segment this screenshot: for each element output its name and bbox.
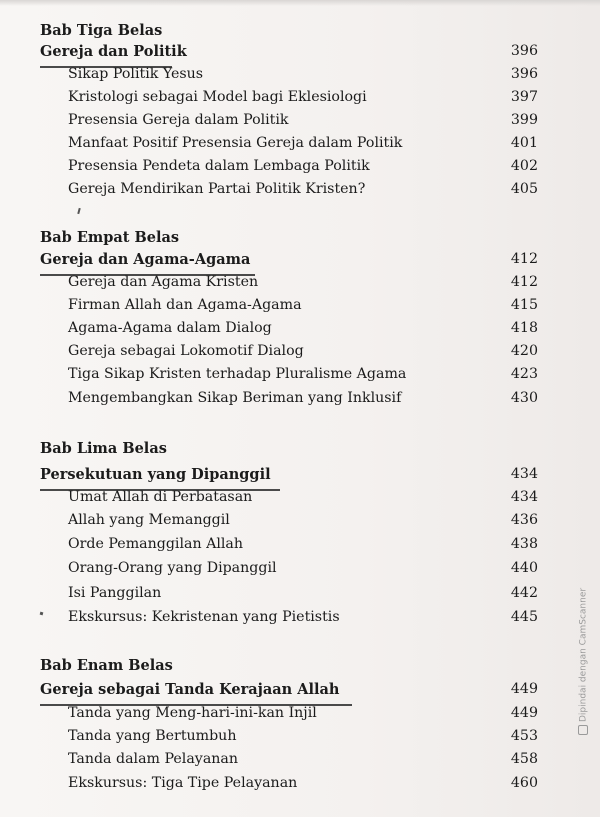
chapter-label: Bab Tiga Belas [40,22,163,39]
entry-label: Kristologi sebagai Model bagi Eklesiologi [68,89,367,105]
page-number: 415 [510,297,538,313]
toc-entry [0,112,600,134]
page-number: 418 [510,320,538,336]
page-number: 397 [510,89,538,105]
page-number: 442 [510,585,538,601]
page-number: 453 [510,728,538,744]
toc-entry [0,320,600,342]
entry-label: Gereja dan Agama Kristen [68,274,259,290]
chapter-label: Bab Enam Belas [40,657,173,674]
entry-label: Gereja Mendirikan Partai Politik Kristen? [68,181,366,197]
chapter-title: Gereja sebagai Tanda Kerajaan Allah [40,681,340,698]
page-number: 449 [510,705,538,721]
page-number: 449 [510,681,538,697]
entry-label: Tiga Sikap Kristen terhadap Pluralisme Agama [68,366,407,382]
chapter-title-row [0,251,600,273]
chapter-title: Gereja dan Politik [40,43,187,60]
entry-label: Tanda dalam Pelayanan [68,751,239,767]
page-number: 412 [510,251,538,267]
entry-label: Ekskursus: Kekristenan yang Pietistis [68,609,340,625]
toc-entry [0,585,600,607]
toc-entry [0,705,600,727]
entry-label: Isi Panggilan [68,585,162,601]
page-number: 440 [510,560,538,576]
chapter-title-row [0,43,600,65]
toc-entry [0,728,600,750]
page-number: 396 [510,43,538,59]
page-number: 401 [510,135,538,151]
page-number: 412 [510,274,538,290]
entry-label: Presensia Gereja dalam Politik [68,112,289,128]
entry-label: Allah yang Memanggil [68,512,230,528]
entry-label: Mengembangkan Sikap Beriman yang Inklusif [68,390,402,406]
toc-entry [0,489,600,511]
toc-entry [0,609,600,631]
entry-label: Agama-Agama dalam Dialog [68,320,272,336]
scanner-watermark [578,588,589,735]
toc-entry [0,512,600,534]
entry-label: Presensia Pendeta dalam Lembaga Politik [68,158,370,174]
page-number: 399 [510,112,538,128]
toc-entry [0,751,600,773]
chapter-title-row [0,466,600,488]
scan-speck [77,208,80,214]
entry-label: Tanda yang Bertumbuh [68,728,237,744]
entry-label: Orde Pemanggilan Allah [68,536,244,552]
toc-entry [0,560,600,582]
toc-entry [0,297,600,319]
page-number: 434 [510,466,538,482]
page-number: 458 [510,751,538,767]
toc-entry [0,66,600,88]
page-number: 436 [510,512,538,528]
entry-label: Umat Allah di Perbatasan [68,489,253,505]
toc-entry [0,536,600,558]
page-number: 402 [510,158,538,174]
chapter-label: Bab Empat Belas [40,229,180,246]
toc-entry [0,135,600,157]
page-number: 438 [510,536,538,552]
page-number: 405 [510,181,538,197]
page-number: 430 [510,390,538,406]
toc-entry [0,181,600,203]
page-number: 423 [510,366,538,382]
page-number: 420 [510,343,538,359]
toc-entry [0,390,600,412]
chapter-title-row [0,681,600,703]
page-top-edge [0,0,600,6]
chapter-title: Gereja dan Agama-Agama [40,251,251,268]
page-number: 396 [510,66,538,82]
toc-entry [0,775,600,797]
toc-entry [0,158,600,180]
chapter-title: Persekutuan yang Dipanggil [40,466,271,483]
page-number: 434 [510,489,538,505]
toc-entry [0,274,600,296]
entry-label: Gereja sebagai Lokomotif Dialog [68,343,304,359]
page-number: 460 [510,775,538,791]
entry-label: Ekskursus: Tiga Tipe Pelayanan [68,775,298,791]
toc-entry [0,366,600,388]
entry-label: Orang-Orang yang Dipanggil [68,560,277,576]
entry-label: Firman Allah dan Agama-Agama [68,297,302,313]
entry-label: Tanda yang Meng-hari-ini-kan Injil [68,705,317,721]
camscanner-logo-icon [578,725,588,735]
toc-entry [0,89,600,111]
page-number: 445 [510,609,538,625]
entry-label: Manfaat Positif Presensia Gereja dalam Politik [68,135,403,151]
watermark-text: Dipindai dengan CamScanner [578,587,589,722]
chapter-label: Bab Lima Belas [40,440,167,457]
toc-entry [0,343,600,365]
entry-label: Sikap Politik Yesus [68,66,204,82]
